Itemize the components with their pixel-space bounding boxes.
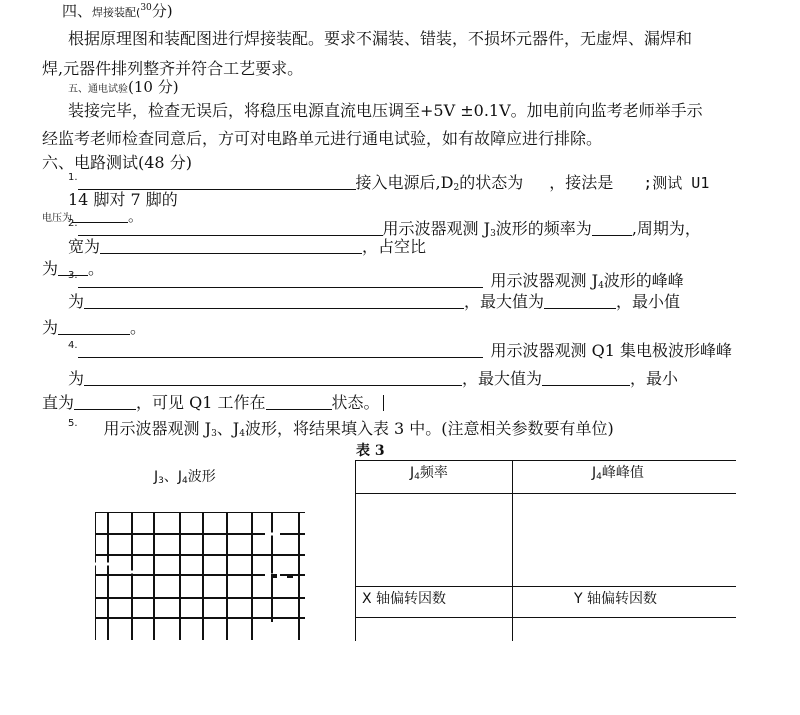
section-6-title: 六、电路测试(48 分) [42,153,192,172]
q2-frequency-blank[interactable] [592,221,632,236]
text-cursor [383,395,385,411]
table-cell-peak-value[interactable] [516,495,731,583]
q4-blank-1[interactable] [78,343,483,358]
question-3-line1: $^{3.}$ 用示波器观测 $J_4$波形的峰峰 [68,270,684,291]
section-5-title: 五、通电试验(10 分) [68,78,179,96]
q4-state-blank[interactable] [266,395,332,410]
question-2-line3: 为 。 [42,259,105,278]
table-3-caption: 表 3 [356,443,385,459]
table-cell-x-factor-value[interactable] [360,619,510,639]
question-1-line3: 电压为 。 [42,207,144,225]
section-4-paragraph-line2: 焊,元器件排列整齐并符合工艺要求。 [42,59,304,78]
oscilloscope-grid [95,512,305,640]
question-2-line1: $^{2.}$ 用示波器观测 $J_3$波形的频率为 ,周期为， [68,218,701,239]
question-4-line3: 直为 ，可见 Q1 工作在 状态。 [42,390,384,413]
section-4-title: 四、焊接装配($^{30}$分) [62,2,173,20]
table-header-peak-to-peak: $J_4$峰峰值 [592,465,644,482]
q4-peak-blank[interactable] [84,371,462,386]
question-1-line1: $^{1.}$ 接入电源后$,D_2$的状态为 ，接法是 ;测试 U1 [68,172,710,193]
q3-blank-1[interactable] [78,273,483,288]
q2-width-blank[interactable] [100,239,362,254]
q3-min-blank[interactable] [58,320,130,335]
table-label-y-axis-factor: Y 轴偏转因数 [574,591,658,607]
q3-max-blank[interactable] [544,294,616,309]
question-1-line2: 14 脚对 7 脚的 [68,190,178,209]
q3-peak-blank[interactable] [84,294,464,309]
table-3 [355,460,736,641]
section-5-paragraph-line2: 经监考老师检查同意后，方可对电路单元进行通电试验，如有故障应进行排除。 [42,129,603,148]
question-2-line2: 宽为 ，占空比 [68,237,427,256]
table-header-frequency: $J_4$频率 [410,465,448,482]
table-cell-y-factor-value[interactable] [516,619,731,639]
table-cell-frequency-value[interactable] [360,495,510,583]
question-3-line3: 为 。 [42,318,147,337]
table-label-x-axis-factor: X 轴偏转因数 [362,591,447,607]
question-4-line2: 为 ，最大值为 ，最小 [68,369,679,388]
q4-max-blank[interactable] [542,371,630,386]
question-3-line2: 为 ，最大值为 ，最小值 [68,292,681,311]
q4-min-blank[interactable] [74,395,136,410]
question-4-line1: $^{4.}$ 用示波器观测 Q1 集电极波形峰峰 [68,340,733,360]
section-4-paragraph-line1: 根据原理图和装配图进行焊接装配。要求不漏装、错装，不损坏元器件，无虚焊、漏焊和 [68,29,693,48]
waveform-label: $J_3$、$J_4$波形 [154,469,216,486]
section-5-paragraph-line1: 装接完毕，检查无误后，将稳压电源直流电压调至+5V ±0.1V。加电前向监考老师举手示 [68,101,703,120]
question-5-line1: $^{5.}$ 用示波器观测 $J_3$、$J_4$波形，将结果填入表 3 中。(注意相关参数要有单位) [68,418,614,439]
